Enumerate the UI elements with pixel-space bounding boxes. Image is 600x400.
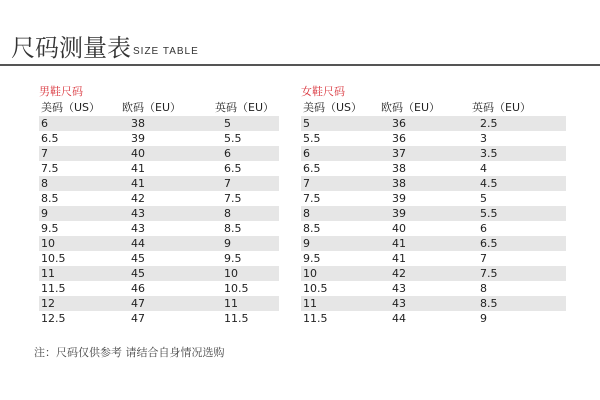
table-row (301, 116, 566, 131)
eu-size-cell: 39 (392, 192, 406, 205)
table-row (39, 221, 279, 236)
us-size-cell: 5 (303, 117, 310, 130)
us-size-cell: 10.5 (303, 282, 328, 295)
uk-size-cell: 3.5 (480, 147, 498, 160)
eu-size-cell: 38 (392, 177, 406, 190)
column-header-eu: 欧码（EU） (122, 101, 182, 114)
women-table-title: 女鞋尺码 (301, 85, 345, 98)
eu-size-cell: 41 (392, 237, 406, 250)
us-size-cell: 11 (303, 297, 317, 310)
uk-size-cell: 7 (224, 177, 231, 190)
table-row (39, 176, 279, 191)
page-subtitle: SIZE TABLE (133, 46, 199, 57)
uk-size-cell: 6.5 (480, 237, 498, 250)
uk-size-cell: 6 (480, 222, 487, 235)
women-table-header (301, 99, 566, 116)
eu-size-cell: 44 (392, 312, 406, 325)
page-title: 尺码测量表 (11, 34, 131, 62)
eu-size-cell: 42 (392, 267, 406, 280)
table-row (39, 281, 279, 296)
eu-size-cell: 47 (131, 297, 145, 310)
uk-size-cell: 6.5 (224, 162, 242, 175)
table-row (301, 251, 566, 266)
eu-size-cell: 38 (131, 117, 145, 130)
table-row (301, 191, 566, 206)
table-row (301, 296, 566, 311)
table-row (301, 161, 566, 176)
table-row (39, 206, 279, 221)
table-row (39, 251, 279, 266)
uk-size-cell: 8.5 (480, 297, 498, 310)
uk-size-cell: 10 (224, 267, 238, 280)
men-size-table (39, 85, 279, 326)
table-row (39, 266, 279, 281)
us-size-cell: 11.5 (41, 282, 66, 295)
header-divider (0, 64, 600, 66)
eu-size-cell: 41 (392, 252, 406, 265)
uk-size-cell: 7.5 (224, 192, 242, 205)
eu-size-cell: 38 (392, 162, 406, 175)
us-size-cell: 7.5 (303, 192, 321, 205)
us-size-cell: 10 (303, 267, 317, 280)
us-size-cell: 12 (41, 297, 55, 310)
men-table-header (39, 99, 279, 116)
us-size-cell: 7.5 (41, 162, 59, 175)
men-table-body (39, 116, 279, 326)
table-row (301, 281, 566, 296)
uk-size-cell: 7.5 (480, 267, 498, 280)
us-size-cell: 9.5 (41, 222, 59, 235)
eu-size-cell: 45 (131, 252, 145, 265)
eu-size-cell: 36 (392, 117, 406, 130)
us-size-cell: 10 (41, 237, 55, 250)
table-row (301, 221, 566, 236)
table-row (39, 161, 279, 176)
eu-size-cell: 42 (131, 192, 145, 205)
us-size-cell: 8 (303, 207, 310, 220)
table-row (301, 131, 566, 146)
uk-size-cell: 6 (224, 147, 231, 160)
uk-size-cell: 5.5 (224, 132, 242, 145)
uk-size-cell: 11 (224, 297, 238, 310)
column-header-uk: 英码（EU） (472, 101, 532, 114)
size-note: 注：尺码仅供参考 请结合自身情况选购 (34, 346, 225, 359)
us-size-cell: 7 (41, 147, 48, 160)
uk-size-cell: 9 (224, 237, 231, 250)
uk-size-cell: 9.5 (224, 252, 242, 265)
women-size-table (301, 85, 566, 326)
eu-size-cell: 41 (131, 162, 145, 175)
table-row (39, 311, 279, 326)
us-size-cell: 10.5 (41, 252, 66, 265)
uk-size-cell: 7 (480, 252, 487, 265)
us-size-cell: 8.5 (303, 222, 321, 235)
eu-size-cell: 43 (131, 207, 145, 220)
table-row (301, 236, 566, 251)
eu-size-cell: 37 (392, 147, 406, 160)
eu-size-cell: 40 (131, 147, 145, 160)
table-row (301, 146, 566, 161)
eu-size-cell: 45 (131, 267, 145, 280)
eu-size-cell: 39 (131, 132, 145, 145)
table-row (39, 236, 279, 251)
us-size-cell: 5.5 (303, 132, 321, 145)
us-size-cell: 11 (41, 267, 55, 280)
men-table-title: 男鞋尺码 (39, 85, 83, 98)
us-size-cell: 9 (303, 237, 310, 250)
column-header-us: 美码（US） (41, 101, 101, 114)
eu-size-cell: 47 (131, 312, 145, 325)
uk-size-cell: 10.5 (224, 282, 249, 295)
us-size-cell: 6.5 (41, 132, 59, 145)
table-row (301, 206, 566, 221)
eu-size-cell: 43 (392, 282, 406, 295)
table-row (39, 296, 279, 311)
uk-size-cell: 8 (480, 282, 487, 295)
uk-size-cell: 8 (224, 207, 231, 220)
us-size-cell: 9.5 (303, 252, 321, 265)
us-size-cell: 9 (41, 207, 48, 220)
us-size-cell: 6 (303, 147, 310, 160)
us-size-cell: 12.5 (41, 312, 66, 325)
table-row (39, 131, 279, 146)
table-row (39, 191, 279, 206)
us-size-cell: 8 (41, 177, 48, 190)
eu-size-cell: 41 (131, 177, 145, 190)
eu-size-cell: 40 (392, 222, 406, 235)
eu-size-cell: 43 (392, 297, 406, 310)
uk-size-cell: 4 (480, 162, 487, 175)
eu-size-cell: 36 (392, 132, 406, 145)
table-row (39, 116, 279, 131)
uk-size-cell: 9 (480, 312, 487, 325)
eu-size-cell: 43 (131, 222, 145, 235)
us-size-cell: 6.5 (303, 162, 321, 175)
column-header-uk: 英码（EU） (215, 101, 275, 114)
uk-size-cell: 11.5 (224, 312, 249, 325)
us-size-cell: 11.5 (303, 312, 328, 325)
uk-size-cell: 4.5 (480, 177, 498, 190)
uk-size-cell: 5.5 (480, 207, 498, 220)
eu-size-cell: 44 (131, 237, 145, 250)
eu-size-cell: 39 (392, 207, 406, 220)
us-size-cell: 8.5 (41, 192, 59, 205)
table-row (301, 266, 566, 281)
table-row (301, 176, 566, 191)
us-size-cell: 7 (303, 177, 310, 190)
column-header-us: 美码（US） (303, 101, 363, 114)
uk-size-cell: 2.5 (480, 117, 498, 130)
uk-size-cell: 5 (480, 192, 487, 205)
eu-size-cell: 46 (131, 282, 145, 295)
us-size-cell: 6 (41, 117, 48, 130)
column-header-eu: 欧码（EU） (381, 101, 441, 114)
table-row (301, 311, 566, 326)
uk-size-cell: 5 (224, 117, 231, 130)
uk-size-cell: 3 (480, 132, 487, 145)
uk-size-cell: 8.5 (224, 222, 242, 235)
women-table-body (301, 116, 566, 326)
table-row (39, 146, 279, 161)
